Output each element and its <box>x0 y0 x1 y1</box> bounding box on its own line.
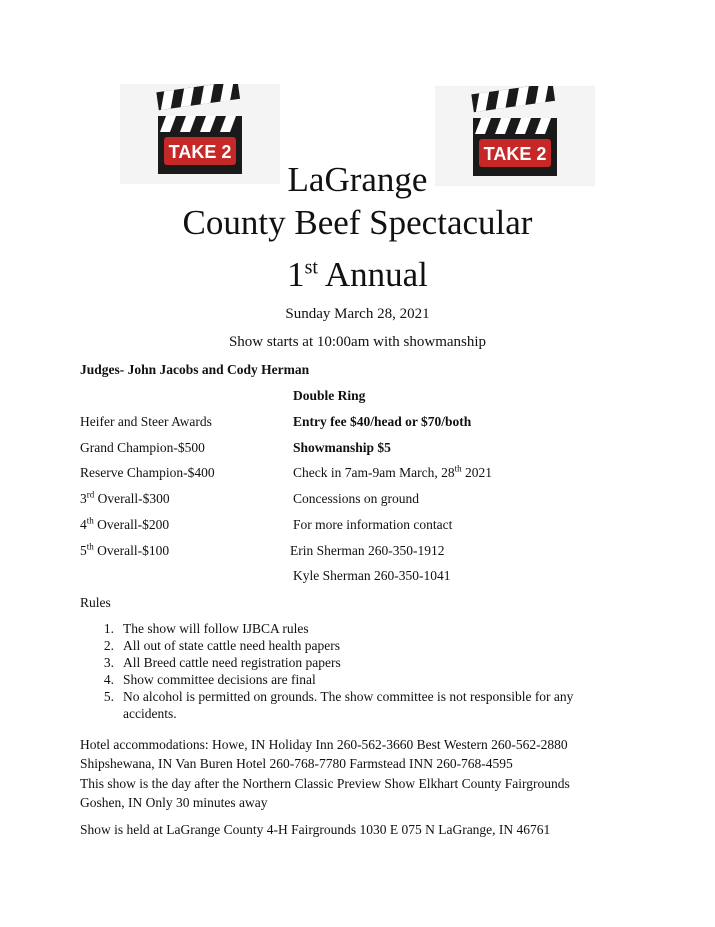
title-line1: LaGrange <box>287 160 428 199</box>
grand-champion: Grand Champion-$500 <box>80 440 205 455</box>
more-info: For more information contact <box>293 517 453 532</box>
rule-number: 1. <box>103 621 114 636</box>
annual-number: 1 <box>287 255 305 294</box>
showmanship-fee: Showmanship $5 <box>293 440 391 455</box>
awards-heading: Heifer and Steer Awards <box>80 414 212 429</box>
fifth-overall <box>80 543 169 559</box>
check-in-text: Check in 7am-9am March, 28 <box>293 465 455 480</box>
fourth-sup: th <box>86 515 94 526</box>
title-annual <box>0 255 715 295</box>
show-location: Show is held at LaGrange County 4-H Fairgrounds 1030 E 075 N LaGrange, IN 46761 <box>80 822 551 837</box>
double-ring: Double Ring <box>293 388 366 403</box>
third-num: 3 <box>80 491 87 506</box>
rule-number: 3. <box>103 655 114 670</box>
fourth-num: 4 <box>80 517 87 532</box>
title-line2: County Beef Spectacular <box>182 203 533 242</box>
entry-fee: Entry fee $40/head or $70/both <box>293 414 472 429</box>
rule-item <box>92 621 309 637</box>
rule-text: The show will follow IJBCA rules <box>123 621 309 636</box>
rule-number: 4. <box>103 672 114 687</box>
contact-erin: Erin Sherman 260-350-1912 <box>290 543 445 558</box>
judges: Judges- John Jacobs and Cody Herman <box>80 362 310 377</box>
hotel-line2: Shipshewana, IN Van Buren Hotel 260-768-7780 Farmstead INN 260-768-4595 <box>80 756 513 771</box>
rules-heading: Rules <box>80 595 111 610</box>
check-in-sup: th <box>454 463 462 474</box>
fifth-num: 5 <box>80 543 87 558</box>
check-in <box>293 465 492 481</box>
fourth-overall <box>80 517 169 533</box>
rule-item <box>92 672 316 688</box>
third-sup: rd <box>86 489 95 500</box>
rule-number: 2. <box>103 638 114 653</box>
rule-item-continuation: accidents. <box>123 706 177 721</box>
rule-item <box>92 655 341 671</box>
show-start: Show starts at 10:00am with showmanship <box>228 334 487 350</box>
rule-text: Show committee decisions are final <box>123 672 316 687</box>
third-overall <box>80 491 170 507</box>
rule-item <box>92 638 340 654</box>
check-in-year: 2021 <box>461 465 492 480</box>
annual-word: Annual <box>324 255 428 294</box>
preview-show <box>80 774 680 812</box>
preview-line2: Goshen, IN Only 30 minutes away <box>80 795 268 810</box>
concessions: Concessions on ground <box>293 491 419 506</box>
rule-text: All out of state cattle need health papers <box>123 638 341 653</box>
rule-text: No alcohol is permitted on grounds. The show committee is not responsible for any <box>123 689 574 704</box>
reserve-champion: Reserve Champion-$400 <box>80 465 215 480</box>
rule-item <box>92 689 573 705</box>
fifth-text: Overall-$100 <box>93 543 170 558</box>
annual-suffix: st <box>304 256 318 279</box>
clapboard-text: TAKE 2 <box>168 142 232 162</box>
hotel-line1: Hotel accommodations: Howe, IN Holiday Inn 260-562-3660 Best Western 260-562-2880 <box>80 737 568 752</box>
fifth-sup: th <box>86 541 94 552</box>
preview-line1: This show is the day after the Northern Classic Preview Show Elkhart County Fairgrounds <box>80 776 570 791</box>
rule-number: 5. <box>103 689 114 704</box>
contact-kyle: Kyle Sherman 260-350-1041 <box>293 568 451 583</box>
fourth-text: Overall-$200 <box>93 517 170 532</box>
clapboard-text: TAKE 2 <box>483 144 547 164</box>
event-date: Sunday March 28, 2021 <box>285 306 430 322</box>
hotel-accommodations <box>80 735 680 773</box>
rule-text: All Breed cattle need registration papers <box>123 655 341 670</box>
third-text: Overall-$300 <box>94 491 170 506</box>
